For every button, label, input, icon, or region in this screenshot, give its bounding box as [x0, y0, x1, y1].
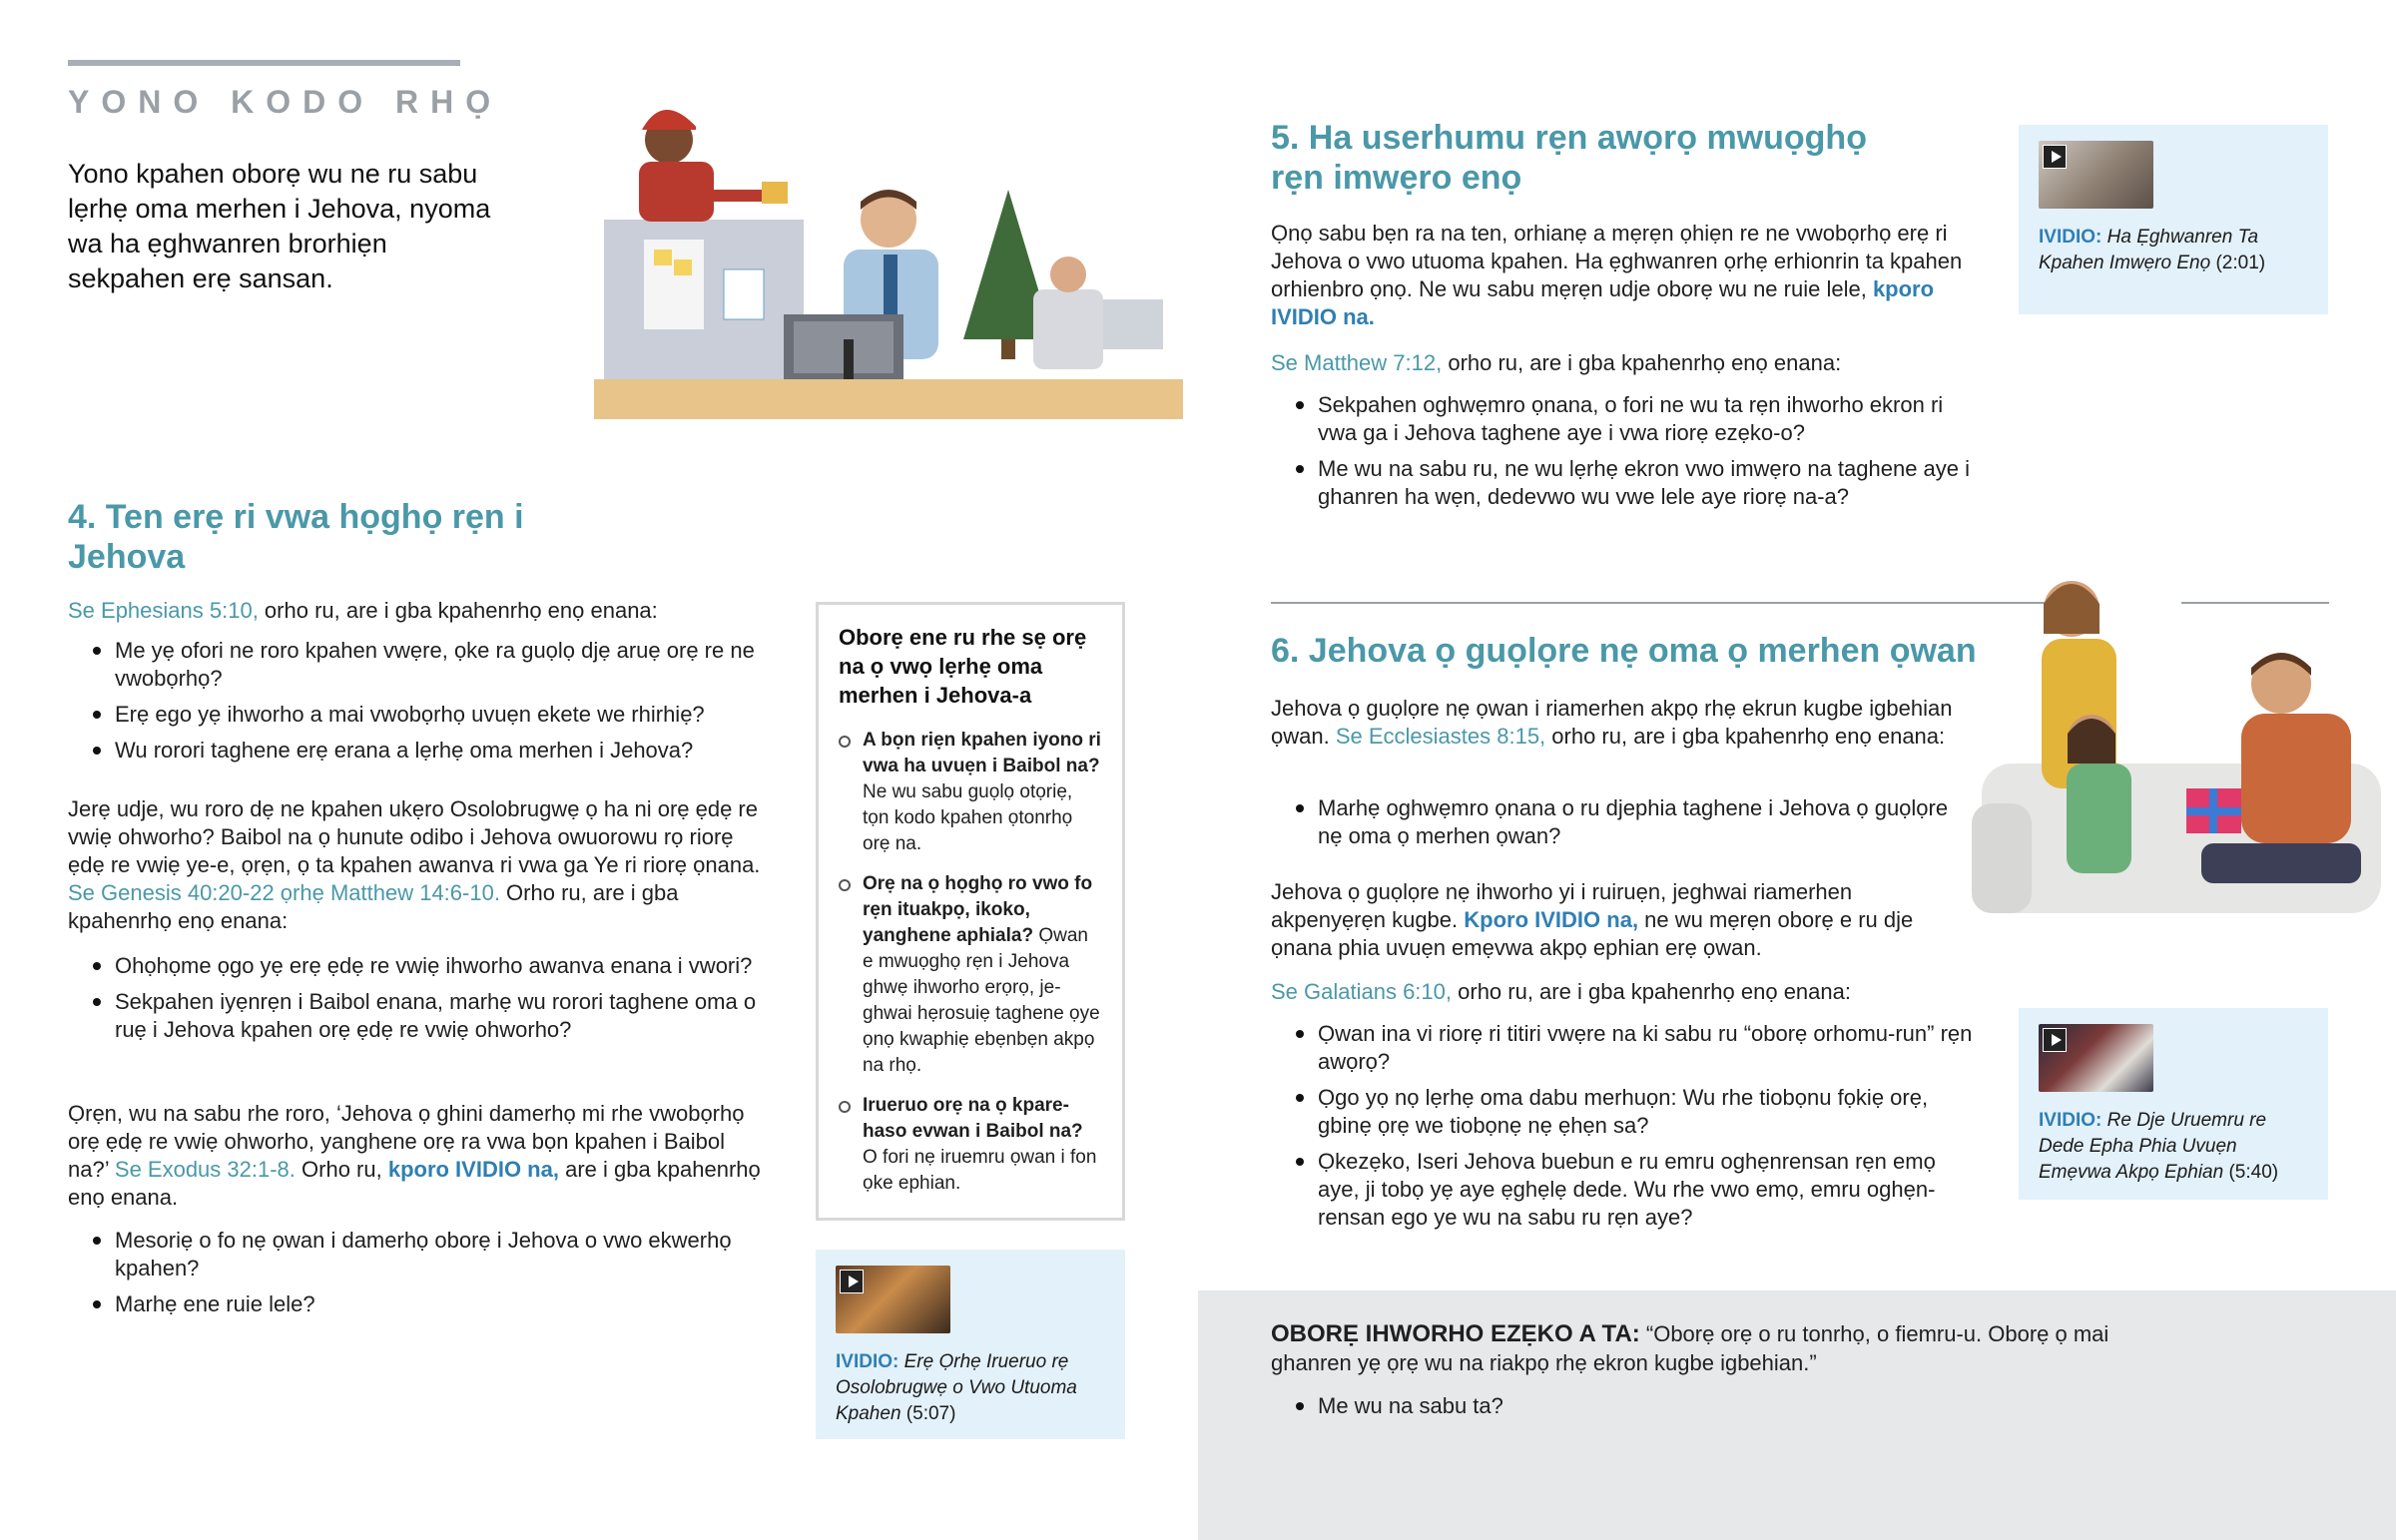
section-4-paragraph-2 — [68, 795, 767, 935]
question-item: Ohọhọme ọgo yẹ erẹ ẹdẹ re vwiẹ ihworho awanva enana i vwori? — [68, 952, 767, 980]
summary-label: OBORẸ IHWORHO EZẸKO A TA: — [1271, 1320, 1640, 1347]
sidebar-item-text: Ọwan e mwuọghọ rẹn i Jehova ghwẹ ihworho erọrọ, je-ghwai hẹrosuiẹ taghene ọye ọnọ kwaphiẹ ebẹnbẹn akpọ na rhọ. — [863, 925, 1100, 1076]
section-4-title: 4. Ten erẹ ri vwa họghọ rẹn i Jehova — [68, 498, 524, 576]
play-icon[interactable] — [2043, 145, 2067, 169]
office-gift-illustration — [514, 90, 1183, 469]
sidebar-title: Oborẹ ene ru rhe sẹ orẹ na ọ vwọ lẹrhẹ oma merhen i Jehova-a — [839, 625, 1087, 708]
video-card-1[interactable] — [816, 1250, 1125, 1439]
section-6-questions-2 — [1271, 1020, 1980, 1240]
sidebar-item-text: Ne wu sabu guọlọ otọriẹ, tọn kodo kpahen ọtonrhọ orẹ na. — [863, 781, 1073, 854]
paragraph-text: orho ru, are i gba kpahenrhọ enọ enana: — [1545, 724, 1946, 749]
question-item: Sekpahen oghwẹmro ọnana, o fori ne wu ta rẹn ihworho ekron ri vwa ga i Jehova taghene aye i vwa riorẹ ezẹko-o? — [1271, 391, 1980, 447]
section-6-paragraph-2 — [1271, 878, 1970, 962]
video-link[interactable]: kporo IVIDIO na. — [1271, 276, 1935, 329]
paragraph-text: Orho ru, — [295, 1157, 388, 1182]
question-item: Me yẹ ofori ne roro kpahen vwẹre, ọke ra guọlọ djẹ aruẹ orẹ re ne vwobọrhọ? — [68, 637, 767, 693]
section-6-reference-line — [1271, 978, 1970, 1006]
section-5-questions — [1271, 391, 1980, 519]
video-link[interactable]: kporo IVIDIO na, — [387, 1157, 559, 1182]
question-item: Me wu na sabu ta? — [1271, 1392, 1970, 1420]
paragraph-text: Jehova ọ guọlọre nẹ ihworho yi i ruiruẹn, jeghwai riamerhen akpenyẹrẹn kugbe. — [1271, 879, 1853, 932]
header-rule — [68, 60, 460, 66]
reference-line-text: orho ru, are i gba kpahenrhọ enọ enana: — [1442, 350, 1842, 375]
sidebar-item — [839, 728, 1102, 857]
scripture-link[interactable]: Se Ephesians 5:10, — [68, 598, 259, 623]
paragraph-text: are i gba kpahenrhọ enọ enana. — [68, 1157, 761, 1210]
section-4-questions-3 — [68, 1227, 767, 1326]
section-5-reference-line — [1271, 349, 1980, 377]
play-icon[interactable] — [840, 1270, 864, 1293]
sidebar-list — [839, 728, 1102, 1197]
paragraph-text: Orho ru, are i gba kpahenrhọ enọ enana: — [68, 880, 679, 933]
question-item: Ọkezẹko, Iseri Jehova buebun e ru emru oghẹnrensan rẹn emọ aye, ji tobọ yẹ aye ẹghẹlẹ dede. Wu rhe vwo emọ, emru oghẹn-rensan ego ye wu na sabu ru rẹn aye? — [1271, 1148, 1980, 1232]
video-title: Erẹ Ọrhẹ Irueruo rẹ Osolobrugwẹ o Vwo Utuoma Kpahen — [836, 1351, 1077, 1424]
sidebar-item — [839, 871, 1102, 1079]
summary-questions — [1271, 1392, 1970, 1428]
reference-line-text: orho ru, are i gba kpahenrhọ enọ enana: — [258, 598, 658, 623]
section-6-title: 6. Jehova ọ guọlọre nẹ oma ọ merhen ọwan — [1271, 632, 1977, 670]
question-item: Marhẹ oghwẹmro ọnana o ru djephia taghene i Jehova ọ guọlọre nẹ oma ọ merhen ọwan? — [1271, 794, 1970, 850]
section-divider — [1271, 602, 2080, 604]
section-4-paragraph-3 — [68, 1100, 767, 1212]
paragraph-text: Jerẹ udje, wu roro dẹ ne kpahen ukẹro Osolobrugwẹ ọ ha ni orẹ ẹdẹ re vwiẹ ohworho? Baibol na ọ hunute odibo i Jehova owuorowu rọ riorẹ ẹdẹ re vwiẹ ye-e, ọrẹn, ọ ta kpahen awanva ri vwa ga Ye ri riorẹ ọnana. — [68, 796, 761, 877]
paragraph-text: Jehova ọ guọlọre nẹ ọwan i riamerhen akpọ rhẹ ekrun kugbe igbehian ọwan. — [1271, 696, 1953, 749]
video-card-2[interactable] — [2019, 125, 2328, 314]
question-item: Wu rorori taghene erẹ erana a lẹrhẹ oma merhen i Jehova? — [68, 737, 767, 765]
question-item: Ọgo yọ nọ lẹrhẹ oma dabu merhuọn: Wu rhe tiobọnu fọkiẹ orẹ, gbinẹ ọrẹ we tiobọnẹ nẹ ẹhẹn sa? — [1271, 1084, 1980, 1140]
video-link[interactable]: Kporo IVIDIO na, — [1464, 907, 1639, 932]
sidebar-item — [839, 1093, 1102, 1197]
video-title: Re Dje Uruemru re Dede Epha Phia Uvuẹn Emẹvwa Akpọ Ephian — [2039, 1110, 2267, 1183]
section-6-questions-1 — [1271, 794, 1970, 858]
summary-quote-text: “Oborẹ orẹ o ru tonrhọ, o fiemru-u. Oborẹ ọ mai ghanren yẹ ọrẹ wu na riakpọ rhẹ ekron kugbe igbehian.” — [1271, 1321, 2109, 1375]
scripture-link[interactable]: Se Genesis 40:20-22 ọrhẹ Matthew 14:6-10. — [68, 880, 500, 905]
section-4-reference-line — [68, 597, 767, 625]
video-caption — [2039, 225, 2308, 276]
reference-line-text: orho ru, are i gba kpahenrhọ enọ enana: — [1452, 979, 1851, 1004]
section-5-paragraph-1 — [1271, 220, 1980, 331]
question-item: Ọwan ina vi riorẹ ri titiri vwẹre na ki sabu ru “oborẹ orhomu-run” rẹn awọrọ? — [1271, 1020, 1980, 1076]
section-4-questions-2 — [68, 952, 767, 1052]
section-5-title: 5. Ha userhumu rẹn awọrọ mwuọghọ rẹn imwẹro enọ — [1271, 119, 1867, 197]
summary-quote — [1271, 1319, 2169, 1377]
scripture-link[interactable]: Se Ecclesiastes 8:15, — [1335, 724, 1546, 749]
video-label: IVIDIO: — [2039, 227, 2102, 248]
intro-text: Yono kpahen oborẹ wu ne ru sabu lẹrhẹ oma merhen i Jehova, nyoma wa ha ẹghwanren brorhiẹn sekpahen erẹ sansan. — [68, 159, 491, 293]
paragraph-text: ne wu mẹrẹn oborẹ e ru dje ọnana phia uvuẹn emẹvwa akpọ ephian erẹ ọwan. — [1271, 907, 1914, 960]
video-caption — [2039, 1108, 2308, 1186]
paragraph-text: Ọrẹn, wu na sabu rhe roro, ‘Jehova ọ ghini damerhọ mi rhe vwobọrhọ orẹ ẹdẹ re vwiẹ ohworho, yanghene orẹ ra vwa bọn kpahen i Baibol na?’ — [68, 1101, 745, 1182]
video-card-3[interactable] — [2019, 1008, 2328, 1200]
sidebar-item-text: O fori nẹ iruemru ọwan i fon ọke ephian. — [863, 1147, 1097, 1194]
sidebar-item-question: A bọn riẹn kpahen iyono ri vwa ha uvuẹn i Baibol na? — [863, 730, 1101, 776]
question-item: Erẹ ego yẹ ihworho a mai vwobọrhọ uvuẹn ekete we rhirhiẹ? — [68, 701, 767, 729]
sidebar-item-question: Irueruo orẹ na ọ kpare-haso evwan i Baibol na? — [863, 1095, 1083, 1142]
paragraph-text: Ọnọ sabu bẹn ra na ten, orhianẹ a mẹrẹn ọhiẹn re ne vwobọrhọ erẹ ri Jehova o vwo utuoma kpahen. Ha ẹghwanren ọrhẹ erhionrin ta kpahen orhienbro ọnọ. Ne wu sabu mẹrẹn udje oborẹ wu ne ruie lele, — [1271, 221, 1963, 301]
play-icon[interactable] — [2043, 1028, 2067, 1052]
question-item: Marhẹ ene ruie lele? — [68, 1290, 767, 1318]
section-6-paragraph-1 — [1271, 695, 1970, 751]
sidebar-box — [816, 602, 1125, 1221]
video-duration: (5:40) — [2228, 1162, 2279, 1183]
video-label: IVIDIO: — [2039, 1110, 2102, 1131]
family-gift-illustration — [1972, 564, 2396, 958]
video-thumbnail[interactable] — [2039, 141, 2153, 209]
video-duration: (5:07) — [905, 1403, 956, 1424]
section-4-questions-1 — [68, 637, 767, 772]
video-thumbnail[interactable] — [836, 1266, 950, 1333]
scripture-link[interactable]: Se Galatians 6:10, — [1271, 979, 1453, 1004]
video-thumbnail[interactable] — [2039, 1024, 2153, 1092]
video-duration: (2:01) — [2215, 253, 2266, 273]
scripture-link[interactable]: Se Matthew 7:12, — [1271, 350, 1443, 375]
question-item: Me wu na sabu ru, ne wu lẹrhẹ ekron vwo imwẹro na taghene aye i ghanren ha wẹn, dedevwo wu vwe lele aye riorẹ na-a? — [1271, 455, 1980, 511]
sidebar-item-question: Orẹ na ọ họghọ ro vwo fo rẹn ituakpọ, ikoko, yanghene aphiala? — [863, 873, 1093, 946]
video-title: Ha Ẹghwanren Ta Kpahen Imwẹro Enọ — [2039, 227, 2259, 273]
question-item: Mesoriẹ o fo nẹ ọwan i damerhọ oborẹ i Jehova o vwo ekwerhọ kpahen? — [68, 1227, 767, 1283]
video-label: IVIDIO: — [836, 1351, 899, 1372]
section-kicker: YONO KODO RHỌ — [68, 84, 503, 120]
question-item: Sekpahen iyẹnrẹn i Baibol enana, marhẹ wu rorori taghene oma o ruẹ i Jehova kpahen orẹ ẹdẹ re vwiẹ ohworho? — [68, 988, 767, 1044]
scripture-link[interactable]: Se Exodus 32:1-8. — [114, 1157, 296, 1182]
video-caption — [836, 1349, 1105, 1427]
